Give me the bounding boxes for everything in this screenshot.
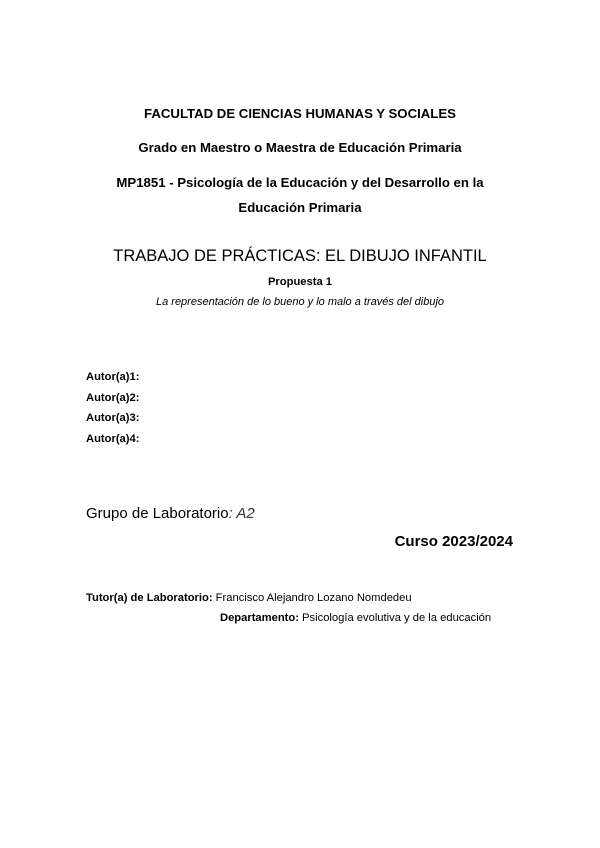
degree-heading: Grado en Maestro o Maestra de Educación Primaria — [138, 140, 462, 155]
author-label-3: Autor(a)3: — [86, 412, 140, 424]
author-label-2: Autor(a)2: — [86, 391, 140, 404]
lab-group-label: Grupo de Laboratorio — [86, 505, 229, 522]
academic-year: Curso 2023/2024 — [394, 533, 513, 550]
assignment-title: TRABAJO DE PRÁCTICAS: EL DIBUJO INFANTIL — [113, 247, 487, 265]
tutor-name: Francisco Alejandro Lozano Nomdedeu — [212, 592, 412, 604]
department-line — [220, 612, 491, 624]
tutor-line — [86, 592, 412, 604]
lab-group-value: : A2 — [228, 505, 255, 522]
proposal-number: Propuesta 1 — [267, 276, 333, 288]
faculty-heading: FACULTAD DE CIENCIAS HUMANAS Y SOCIALES — [144, 106, 456, 121]
author-label-4: Autor(a)4: — [86, 432, 140, 445]
lab-group — [86, 505, 255, 522]
tutor-label: Tutor(a) de Laboratorio: — [86, 592, 213, 604]
authors-list — [86, 370, 139, 452]
proposal-subtitle: La representación de lo bueno y lo malo a través del dibujo — [155, 296, 445, 308]
author-label-1: Autor(a)1: — [86, 371, 140, 383]
department-name: Psicología evolutiva y de la educación — [298, 612, 492, 624]
course-name-line-1: MP1851 - Psicología de la Educación y del Desarrollo en la — [116, 175, 484, 190]
department-label: Departamento: — [220, 612, 299, 624]
course-name-line-2: Educación Primaria — [238, 200, 362, 215]
